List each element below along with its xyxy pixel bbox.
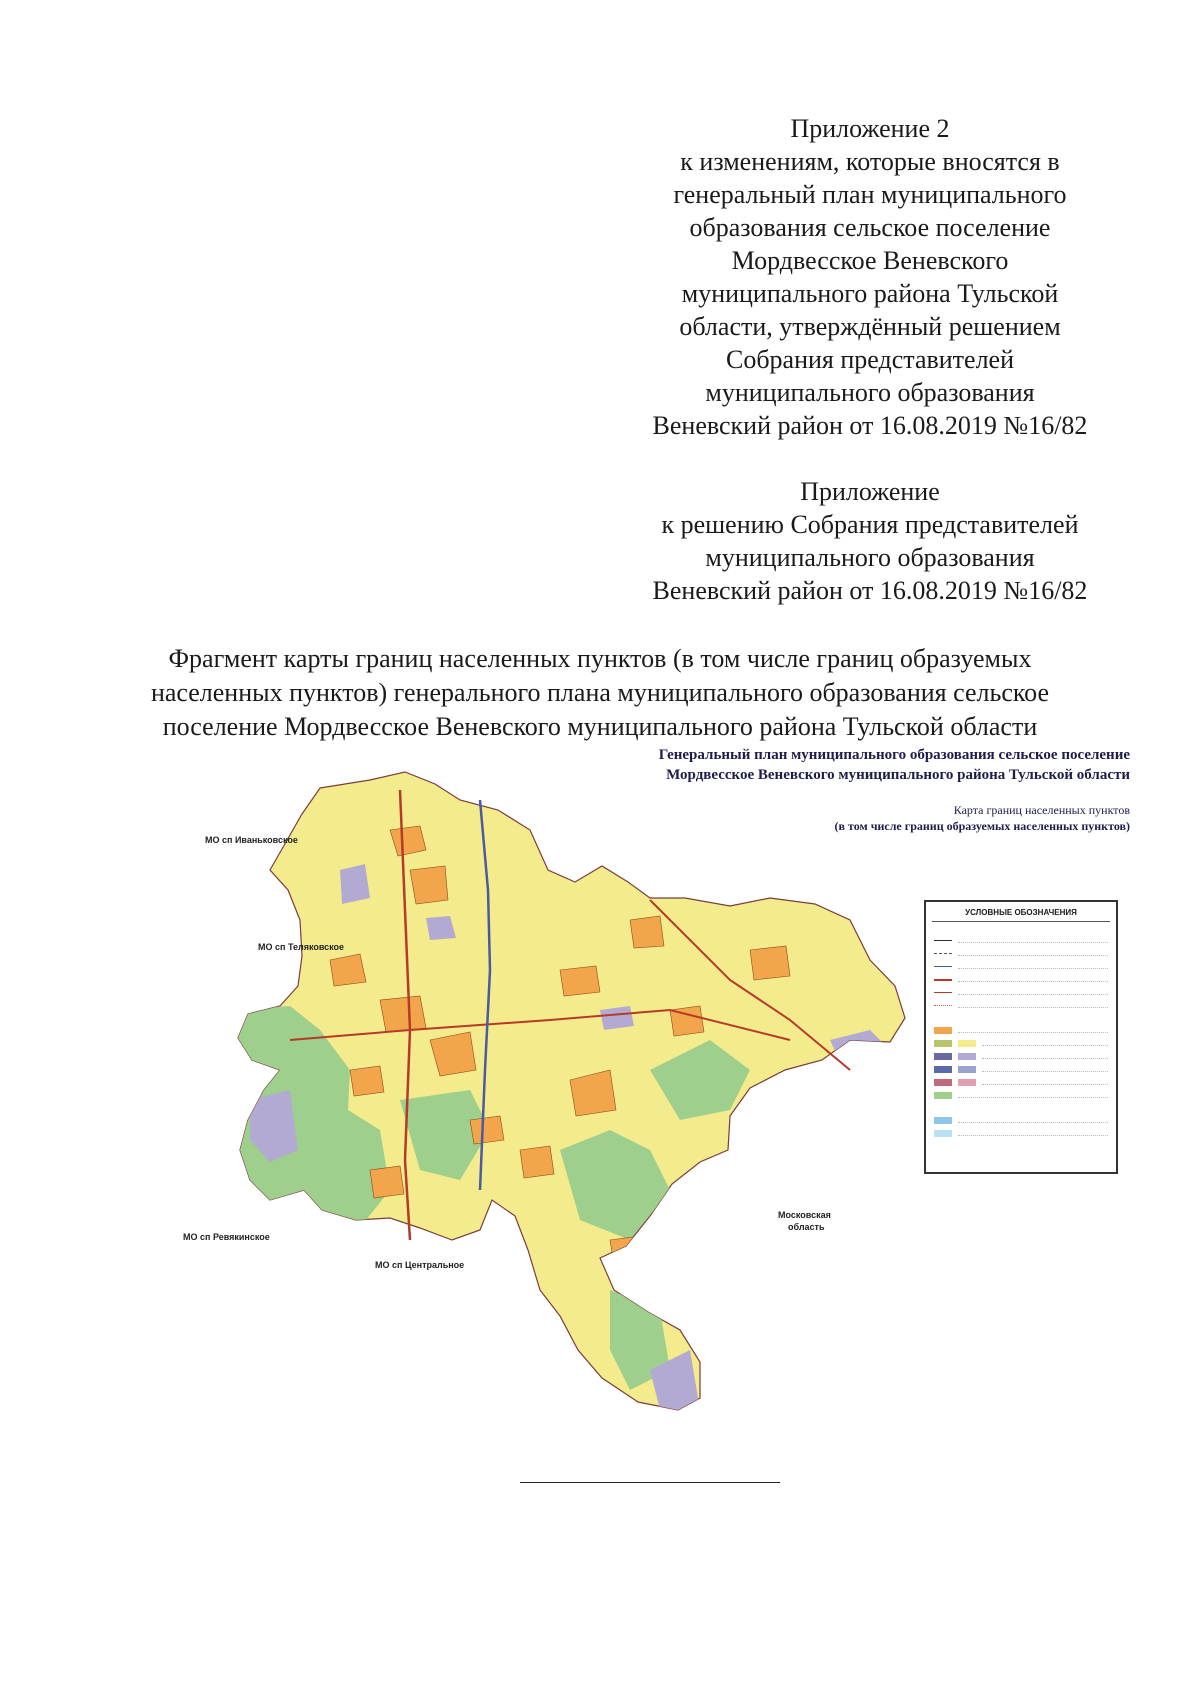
neighbor-label: область (788, 1222, 825, 1232)
annex2-line: муниципального района Тульской (681, 279, 1059, 308)
legend-text (958, 1094, 1108, 1098)
settlement-zone (610, 1236, 642, 1264)
annex-line: муниципального образования (705, 543, 1035, 572)
neighbor-label: МО сп Центральное (375, 1260, 465, 1270)
map-subtitle-line: (в том числе границ образуемых населенных пунктов) (834, 819, 1130, 833)
annex2-line: генеральный план муниципального (673, 180, 1067, 209)
legend-row (934, 934, 1108, 947)
neighbor-label: МО сп Ревякинское (183, 1232, 270, 1242)
legend-text (958, 991, 1108, 995)
document-heading (60, 642, 1140, 744)
legend-row (934, 1127, 1108, 1140)
industrial-zone (600, 1006, 634, 1030)
legend-swatch (934, 1040, 952, 1047)
settlement-zone (330, 954, 366, 986)
legend-row (934, 1063, 1108, 1076)
legend-text (958, 1132, 1108, 1136)
annex2-line: образования сельское поселение (689, 213, 1051, 242)
legend-section (934, 1015, 1108, 1023)
legend-swatch (958, 1053, 976, 1060)
map-subtitle-line: Карта границ населенных пунктов (953, 803, 1130, 817)
legend-swatch (958, 1079, 976, 1086)
annex-line: к решению Собрания представителей (661, 510, 1079, 539)
annex-line: Приложение (800, 477, 940, 506)
legend-swatch (934, 1079, 952, 1086)
heading-line: поселение Мордвесское Веневского муниципального района Тульской области (162, 712, 1038, 741)
legend-section (934, 1105, 1108, 1113)
legend-row (934, 947, 1108, 960)
settlement-zone (470, 1116, 504, 1144)
legend-text (958, 1004, 1108, 1008)
legend-text (958, 952, 1108, 956)
settlement-zone (410, 866, 448, 904)
annex2-line: Приложение 2 (790, 114, 950, 143)
legend-text (982, 1081, 1108, 1085)
legend-section (934, 925, 1108, 933)
legend-swatch (934, 1005, 952, 1006)
map-title-line: Мордвесское Веневского муниципального района Тульской области (666, 767, 1130, 783)
legend-row (934, 986, 1108, 999)
annex-line: Веневский район от 16.08.2019 №16/82 (652, 576, 1088, 605)
legend-text (982, 1068, 1108, 1072)
settlement-zone (750, 946, 790, 980)
legend-text (958, 1029, 1108, 1033)
closing-rule (520, 1482, 780, 1483)
legend-text (958, 939, 1108, 943)
legend-row (934, 1114, 1108, 1127)
legend-row (934, 1024, 1108, 1037)
neighbor-label: МО сп Теляковское (258, 942, 345, 952)
legend-swatch (934, 1053, 952, 1060)
annex2-line: Мордвесское Веневского (731, 246, 1009, 275)
heading-line: Фрагмент карты границ населенных пунктов (в том числе границ образуемых (168, 644, 1032, 673)
industrial-zone (340, 864, 370, 904)
settlement-map (230, 770, 910, 1430)
settlement-zone (520, 1146, 554, 1178)
legend-swatch (934, 1092, 952, 1099)
legend-row (934, 960, 1108, 973)
legend-swatch (934, 940, 952, 941)
settlement-zone (630, 916, 664, 948)
legend-text (958, 1119, 1108, 1123)
legend-swatch (934, 1027, 952, 1034)
legend-text (982, 1055, 1108, 1059)
settlement-zone (370, 1166, 404, 1198)
legend-title: УСЛОВНЫЕ ОБОЗНАЧЕНИЯ (932, 902, 1110, 922)
map-title-line: Генеральный план муниципального образования сельское поселение (658, 747, 1130, 763)
annex2-line: Веневский район от 16.08.2019 №16/82 (652, 411, 1088, 440)
legend-row (934, 999, 1108, 1012)
legend-swatch (934, 966, 952, 967)
heading-line: населенных пунктов) генерального плана муниципального образования сельское (150, 678, 1050, 707)
settlement-zone (380, 996, 426, 1032)
municipal-territory (230, 772, 905, 1410)
legend-swatch (934, 1117, 952, 1124)
legend-row (934, 1037, 1108, 1050)
map-legend (924, 900, 1118, 1174)
legend-row (934, 1089, 1108, 1102)
settlement-zone (350, 1066, 384, 1096)
legend-row (934, 973, 1108, 986)
annex2-line: области, утверждённый решением (679, 312, 1061, 341)
neighbor-label: Московская (778, 1210, 831, 1220)
annex2-line: муниципального образования (705, 378, 1035, 407)
legend-swatch (934, 992, 952, 993)
annex2-line: Собрания представителей (725, 345, 1015, 374)
settlement-zone (560, 966, 600, 996)
legend-swatch (934, 1130, 952, 1137)
legend-row (934, 1050, 1108, 1063)
legend-swatch (958, 1040, 976, 1047)
legend-row (934, 1076, 1108, 1089)
legend-text (958, 978, 1108, 982)
neighbor-label: МО сп Иваньковское (205, 835, 298, 845)
legend-items (926, 925, 1116, 1140)
annex2-line: к изменениям, которые вносятся в (680, 147, 1060, 176)
spacer (620, 442, 1120, 475)
legend-text (958, 965, 1108, 969)
legend-swatch (934, 979, 952, 981)
legend-swatch (934, 953, 952, 954)
annex2-block (620, 112, 1120, 607)
legend-swatch (934, 1066, 952, 1073)
legend-swatch (958, 1066, 976, 1073)
legend-text (982, 1042, 1108, 1046)
